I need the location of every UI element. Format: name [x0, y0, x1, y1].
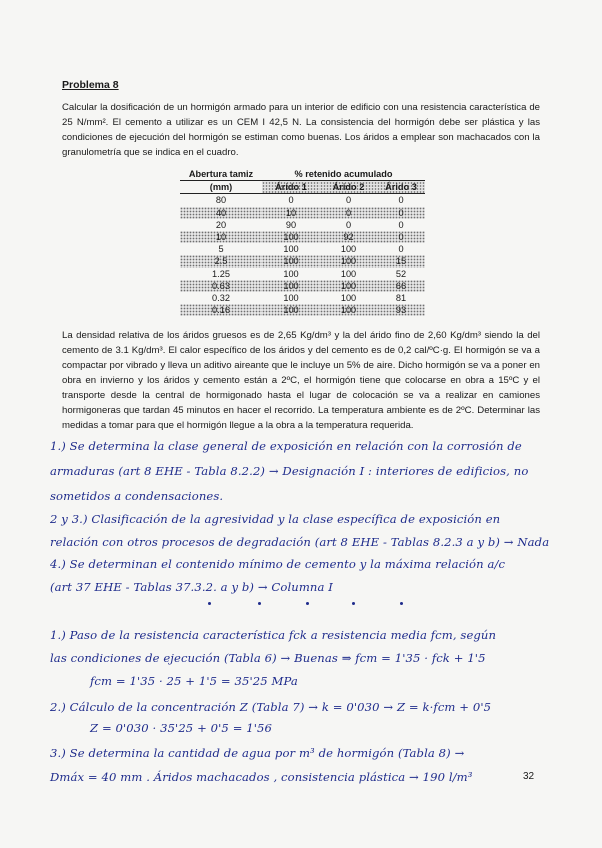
- handwritten-line: Z = 0'030 · 35'25 + 0'5 = 1'56: [90, 721, 273, 735]
- table-cell: 0.63: [180, 280, 262, 292]
- table-cell: 20: [215, 219, 227, 230]
- table-cell: 0: [345, 219, 352, 230]
- table-row: [180, 231, 425, 243]
- sieve-unit-header: (mm): [180, 181, 262, 194]
- table-cell: 100: [262, 231, 320, 243]
- table-cell: 100: [283, 292, 299, 303]
- table-cell: 2.5: [180, 255, 262, 267]
- page-number: 32: [523, 771, 535, 782]
- handwritten-line: 1.) Se determina la clase general de exposición en relación con la corrosión de: [50, 439, 522, 453]
- table-cell: 0: [345, 195, 352, 206]
- table-cell: 100: [340, 244, 357, 255]
- handwritten-line: relación con otros procesos de degradación (art 8 EHE - Tablas 8.2.3 a y b) → Nada: [50, 535, 550, 549]
- table-row: [180, 207, 425, 219]
- table-cell: 0: [398, 219, 404, 230]
- table-row: [180, 292, 425, 304]
- aggregate-2-header: Árido 2: [320, 181, 377, 194]
- handwritten-line: 4.) Se determinan el contenido mínimo de cemento y la máxima relación a/c: [50, 557, 506, 571]
- table-cell: 10: [180, 231, 262, 243]
- granulometry-table: [180, 168, 425, 316]
- table-cell: 1.25: [212, 268, 230, 279]
- handwritten-line: 1.) Paso de la resistencia característica fck a resistencia media fcm, según: [50, 628, 497, 642]
- separator-dots: [200, 602, 410, 608]
- problem-statement: Calcular la dosificación de un hormigón armado para un interior de edificio con una resistencia característica de 25 N/mm². El cemento a utilizar es un CEM I 42,5 N. La consistencia del hormigón debe ser plástica y las condiciones de ejecución del hormigón se estiman como buenas. Los áridos a emplear son machacados con la granulometría que se indica en el cuadro.: [62, 102, 540, 158]
- table-cell: 0: [377, 231, 425, 243]
- table-cell: 52: [395, 268, 407, 279]
- table-cell: 93: [377, 304, 425, 316]
- table-row: [180, 219, 425, 231]
- table-cell: 90: [285, 219, 297, 230]
- aggregate-3-header: Árido 3: [377, 181, 425, 194]
- table-cell: 100: [340, 292, 357, 303]
- table-cell: 100: [283, 244, 299, 255]
- table-row: [180, 255, 425, 267]
- table-row: [180, 243, 425, 255]
- table-cell: 40: [180, 207, 262, 219]
- table-cell: 92: [320, 231, 377, 243]
- table-cell: 0: [377, 207, 425, 219]
- table-cell: 66: [377, 280, 425, 292]
- table-cell: 100: [340, 268, 357, 279]
- handwritten-line: 2.) Cálculo de la concentración Z (Tabla 7) → k = 0'030 → Z = k·fcm + 0'5: [50, 700, 492, 714]
- table-cell: 100: [262, 280, 320, 292]
- handwritten-line: (art 37 EHE - Tablas 37.3.2. a y b) → Columna I: [50, 580, 333, 594]
- table-row: [180, 280, 425, 292]
- retained-group-header: % retenido acumulado: [262, 168, 425, 181]
- table-cell: 100: [320, 255, 377, 267]
- table-cell: 100: [320, 304, 377, 316]
- table-row: [180, 268, 425, 280]
- table-row: [180, 194, 425, 207]
- sieve-header: Abertura tamiz: [180, 168, 262, 181]
- table-cell: 10: [262, 207, 320, 219]
- table-row: [180, 304, 425, 316]
- table-cell: 0: [398, 195, 404, 206]
- handwritten-line: las condiciones de ejecución (Tabla 6) → Buenas ⇒ fcm = 1'35 · fck + 1'5: [50, 651, 486, 665]
- table-cell: 81: [395, 292, 407, 303]
- handwritten-line: fcm = 1'35 · 25 + 1'5 = 35'25 MPa: [90, 674, 298, 688]
- table-cell: 100: [320, 280, 377, 292]
- table-cell: 0.16: [180, 304, 262, 316]
- handwritten-line: Dmáx = 40 mm . Áridos machacados , consistencia plástica → 190 l/m³: [50, 770, 473, 784]
- table-cell: 5: [218, 244, 224, 255]
- table-cell: 80: [215, 195, 227, 206]
- handwritten-line: 3.) Se determina la cantidad de agua por m³ de hormigón (Tabla 8) →: [50, 746, 465, 760]
- material-properties-text: La densidad relativa de los áridos gruesos es de 2,65 Kg/dm³ y la del árido fino de 2,60 Kg/dm³ siendo la del cemento de 3.1 Kg/dm³. El calor específico de los áridos y del cemento es de 0,2 cal/ºC·g. El hormigón se va a compactar por vibrado y lleva un aditivo aireante que le incluye un 5% de aire. Dicho hormigón se va a poner en obra en invierno y los áridos y cemento están a 2ºC, el hormigón tiene que colocarse en obra a 15ºC y el transporte desde la central de hormigonado hasta el lugar de colocación se va a realizar en camiones hormigoneras que tardan 45 minutos en hacer el recorrido. La temperatura ambiente es de 2ºC. Determinar las medidas a tomar para que el hormigón llegue a la obra a la temperatura requerida.: [62, 330, 540, 431]
- aggregate-1-header: Árido 1: [262, 181, 320, 194]
- table-cell: 15: [377, 255, 425, 267]
- table-cell: 0: [398, 244, 404, 255]
- handwritten-line: 2 y 3.) Clasificación de la agresividad y la clase específica de exposición en: [50, 512, 501, 526]
- problem-title: Problema 8: [62, 79, 119, 91]
- table-cell: 100: [262, 255, 320, 267]
- table-cell: 0: [288, 195, 294, 206]
- table-cell: 0.32: [212, 292, 230, 303]
- table-cell: 0: [320, 207, 377, 219]
- handwritten-line: sometidos a condensaciones.: [50, 489, 224, 503]
- table-cell: 100: [283, 268, 299, 279]
- table-cell: 100: [262, 304, 320, 316]
- handwritten-line: armaduras (art 8 EHE - Tabla 8.2.2) → Designación I : interiores de edificios, no: [50, 464, 529, 478]
